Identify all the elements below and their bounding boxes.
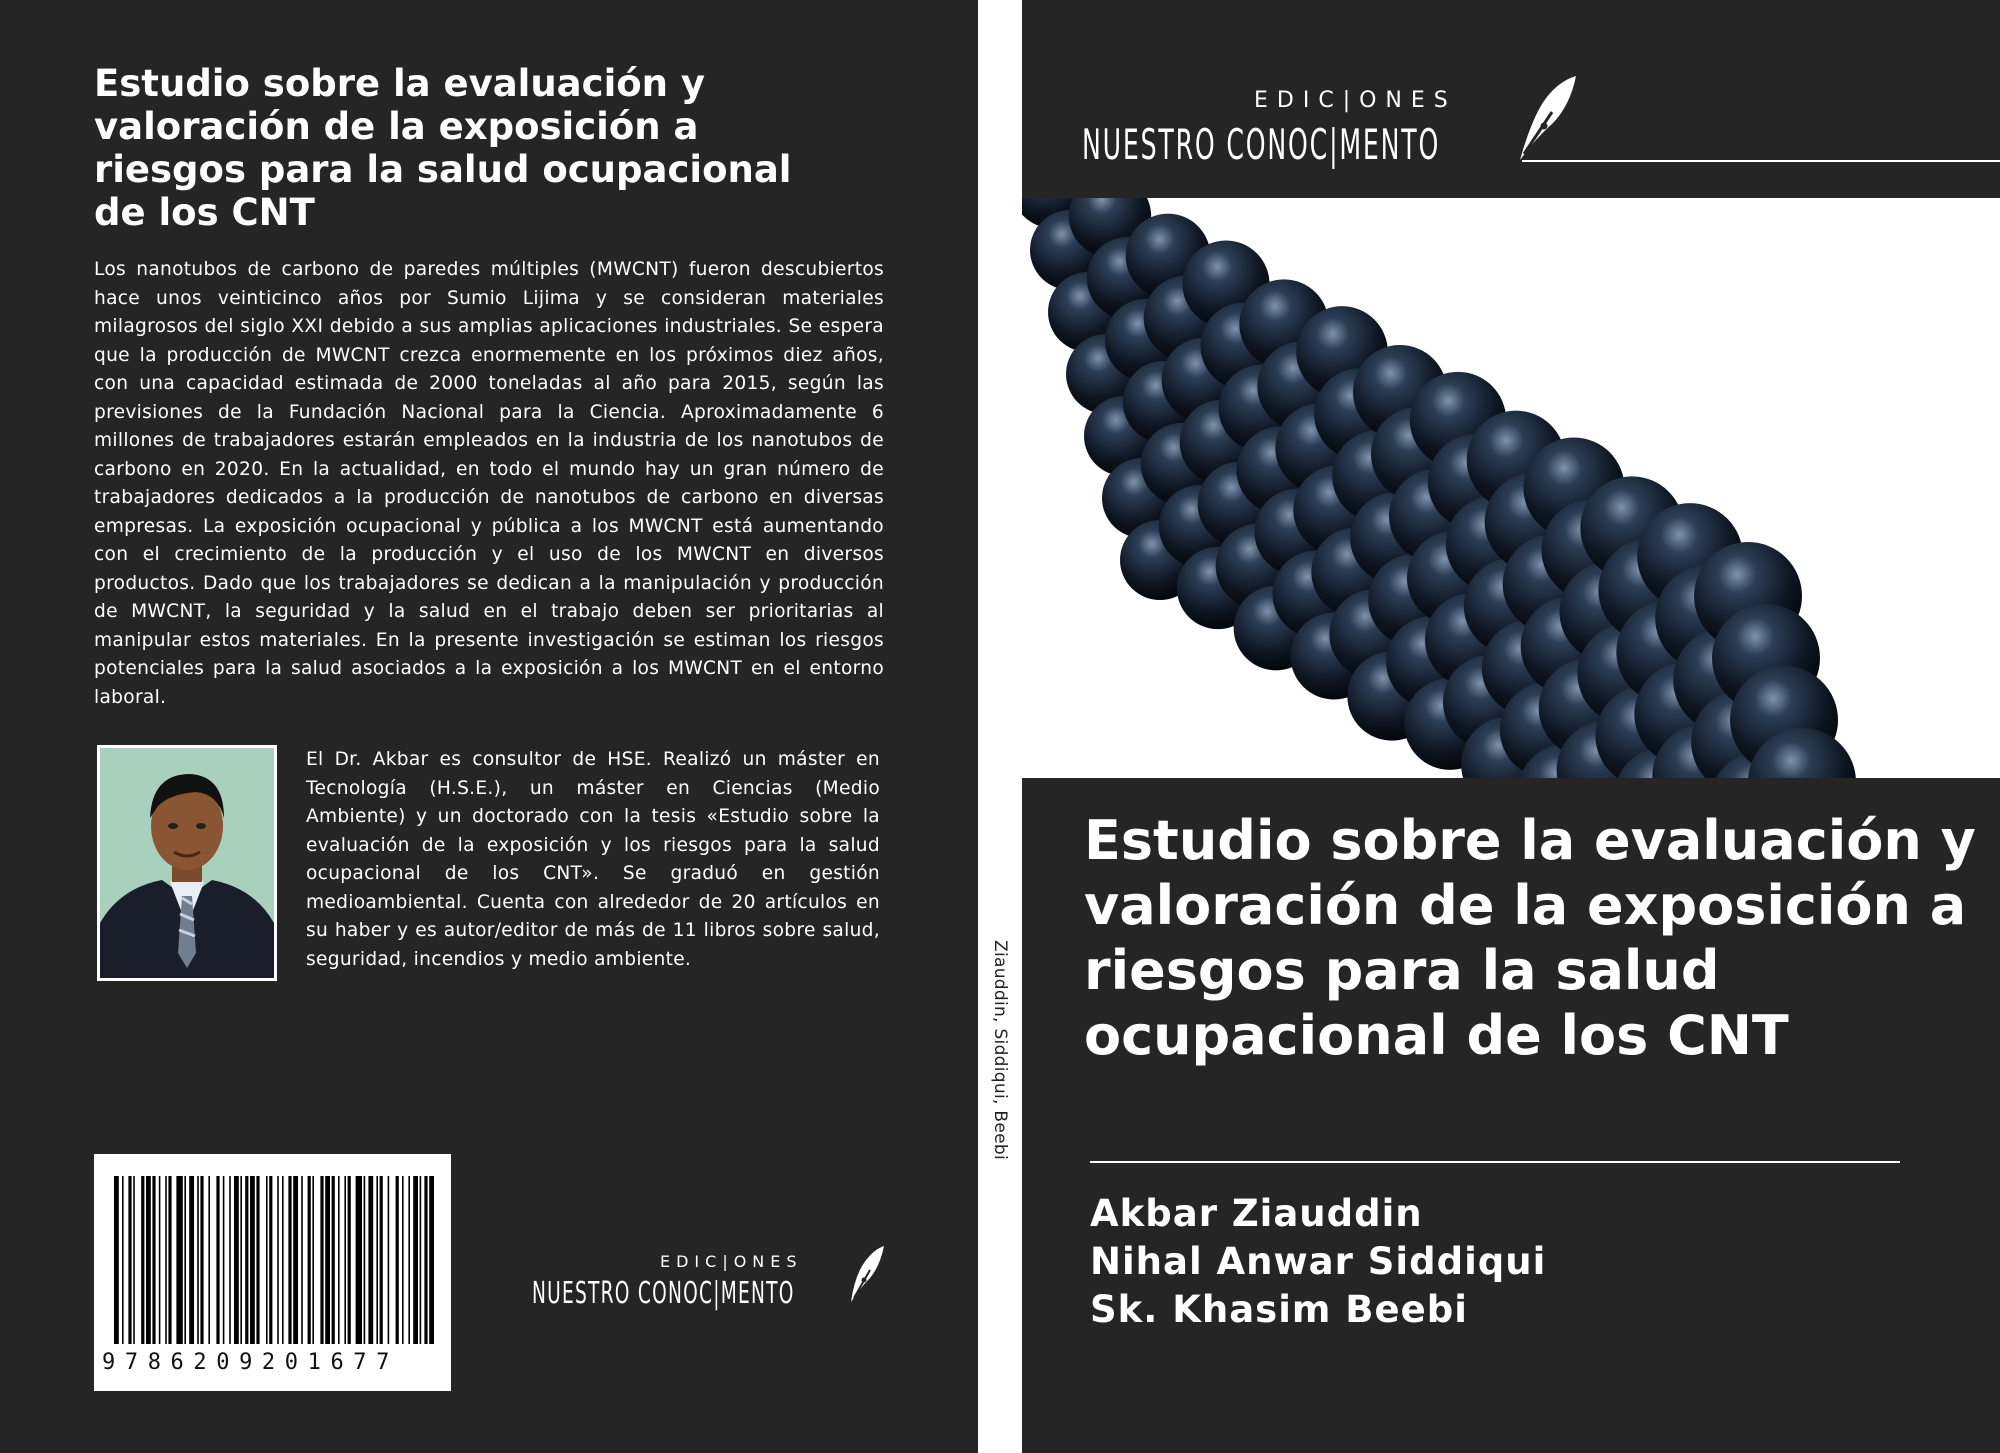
barcode-bar — [277, 1176, 279, 1344]
author-bio: El Dr. Akbar es consultor de HSE. Realizó un máster en Tecnología (H.S.E.), un máster en Ciencias (Medio Ambiente) y un doctorado con la tesis «Estudio sobre la evaluación de la exposición y los riesgos para la salud ocupacional de los CNT». Se graduó en gestión medioambiental. Cuenta con alrededor de 20 artículos en su haber y es autor/editor de más de 11 libros sobre salud, seguridad, incendios y medio ambiente. — [306, 749, 880, 970]
barcode-bar — [269, 1176, 272, 1344]
barcode-bars — [94, 1154, 451, 1354]
barcode-bar — [388, 1176, 390, 1344]
barcode-bar — [165, 1176, 167, 1344]
barcode-bar — [128, 1176, 131, 1344]
title-divider — [1090, 1161, 1900, 1163]
barcode-bar — [176, 1176, 182, 1344]
barcode-bar — [332, 1176, 335, 1344]
barcode-bar — [312, 1176, 314, 1344]
publisher-line-2: NUESTRO CONOC|MENTO — [532, 1276, 795, 1311]
fountain-pen-nib-icon — [1514, 72, 2000, 164]
barcode-bar — [208, 1176, 210, 1344]
barcode-bar — [344, 1176, 346, 1344]
barcode-bar — [250, 1176, 255, 1344]
barcode-bar — [413, 1176, 418, 1344]
barcode-bar — [240, 1176, 242, 1344]
spine — [978, 0, 1022, 1453]
barcode-bar — [408, 1176, 410, 1344]
barcode-bar — [200, 1176, 203, 1344]
publisher-line-1: EDIC|ONES — [660, 1252, 803, 1271]
barcode-bar — [320, 1176, 323, 1344]
barcode-bar — [122, 1176, 124, 1344]
barcode-bar — [429, 1176, 434, 1344]
barcode-bar — [368, 1176, 373, 1344]
barcode-bar — [364, 1176, 366, 1344]
barcode-bar — [402, 1176, 404, 1344]
barcode-bar — [159, 1176, 161, 1344]
barcode-bar — [256, 1176, 259, 1344]
barcode-bar — [338, 1176, 340, 1344]
barcode-bar — [141, 1176, 144, 1344]
fountain-pen-nib-icon — [848, 1244, 888, 1306]
barcode-bar — [189, 1176, 194, 1344]
spine-authors: Ziauddin, Siddiqui, Beebi — [990, 940, 1010, 1160]
publisher-line-2: NUESTRO CONOC|MENTO — [1082, 120, 1441, 169]
isbn-digits: 9786209201677 — [102, 1350, 399, 1375]
barcode-bar — [266, 1176, 268, 1344]
barcode-bar — [376, 1176, 378, 1344]
barcode-bar — [133, 1176, 135, 1344]
front-author-1: Akbar Ziauddin — [1090, 1192, 1423, 1235]
barcode-bar — [396, 1176, 399, 1344]
barcode-bar — [356, 1176, 362, 1344]
barcode-bar — [234, 1176, 239, 1344]
barcode — [94, 1154, 451, 1391]
front-author-3: Sk. Khasim Beebi — [1090, 1288, 1468, 1331]
author-portrait — [97, 745, 277, 981]
barcode-bar — [223, 1176, 225, 1344]
barcode-bar — [197, 1176, 199, 1344]
back-cover-description: Los nanotubos de carbono de paredes múltiples (MWCNT) fueron descubiertos hace unos veinticinco años por Sumio Lijima y se consideran materiales milagrosos del siglo XXI debido a sus amplias aplicaciones industriales. Se espera que la producción de MWCNT crezca enormemente en los próximos diez años, con una capacidad estimada de 2000 toneladas al año para 2015, según las previsiones de la Fundación Nacional para la Ciencia. Aproximadamente 6 millones de trabajadores estarán empleados en la industria de los nanotubos de carbono en 2020. En la actualidad, en todo el mundo hay un gran número de trabajadores dedicados a la producción de nanotubos de carbono en diversas empresas. La exposición ocupacional y pública a los MWCNT está aumentando con el crecimiento de la producción y el uso de los MWCNT en diversos productos. Dado que los trabajadores se dedican a la manipulación y producción de MWCNT, la seguridad y la salud en el trabajo deben ser prioritarias al manipular estos materiales. En la presente investigación se estiman los riesgos potenciales para la salud asociados a la exposición a los MWCNT en el entorno laboral. — [94, 259, 884, 708]
barcode-bar — [152, 1176, 155, 1344]
barcode-bar — [114, 1176, 119, 1344]
barcode-bar — [301, 1176, 303, 1344]
author-portrait-drawing — [100, 748, 274, 978]
nanotube-spheres-image — [1022, 198, 2000, 778]
barcode-bar — [245, 1176, 248, 1344]
barcode-bar — [293, 1176, 298, 1344]
barcode-bar — [282, 1176, 284, 1344]
barcode-bar — [420, 1176, 422, 1344]
barcode-bar — [348, 1176, 351, 1344]
barcode-bar — [288, 1176, 291, 1344]
barcode-bar — [229, 1176, 231, 1344]
barcode-bar — [216, 1176, 219, 1344]
barcode-bar — [308, 1176, 311, 1344]
front-author-2: Nihal Anwar Siddiqui — [1090, 1240, 1547, 1283]
barcode-bar — [424, 1176, 427, 1344]
barcode-bar — [168, 1176, 171, 1344]
barcode-bar — [325, 1176, 330, 1344]
barcode-bar — [146, 1176, 151, 1344]
back-cover-title: Estudio sobre la evaluación y valoración de la exposición a riesgos para la salud ocupacional de los CNT — [94, 62, 792, 234]
barcode-bar — [184, 1176, 186, 1344]
front-cover-title: Estudio sobre la evaluación y valoración de la exposición a riesgos para la salud ocupacional de los CNT — [1084, 809, 1976, 1067]
barcode-bar — [380, 1176, 383, 1344]
publisher-line-1: EDIC|ONES — [1254, 88, 1457, 113]
